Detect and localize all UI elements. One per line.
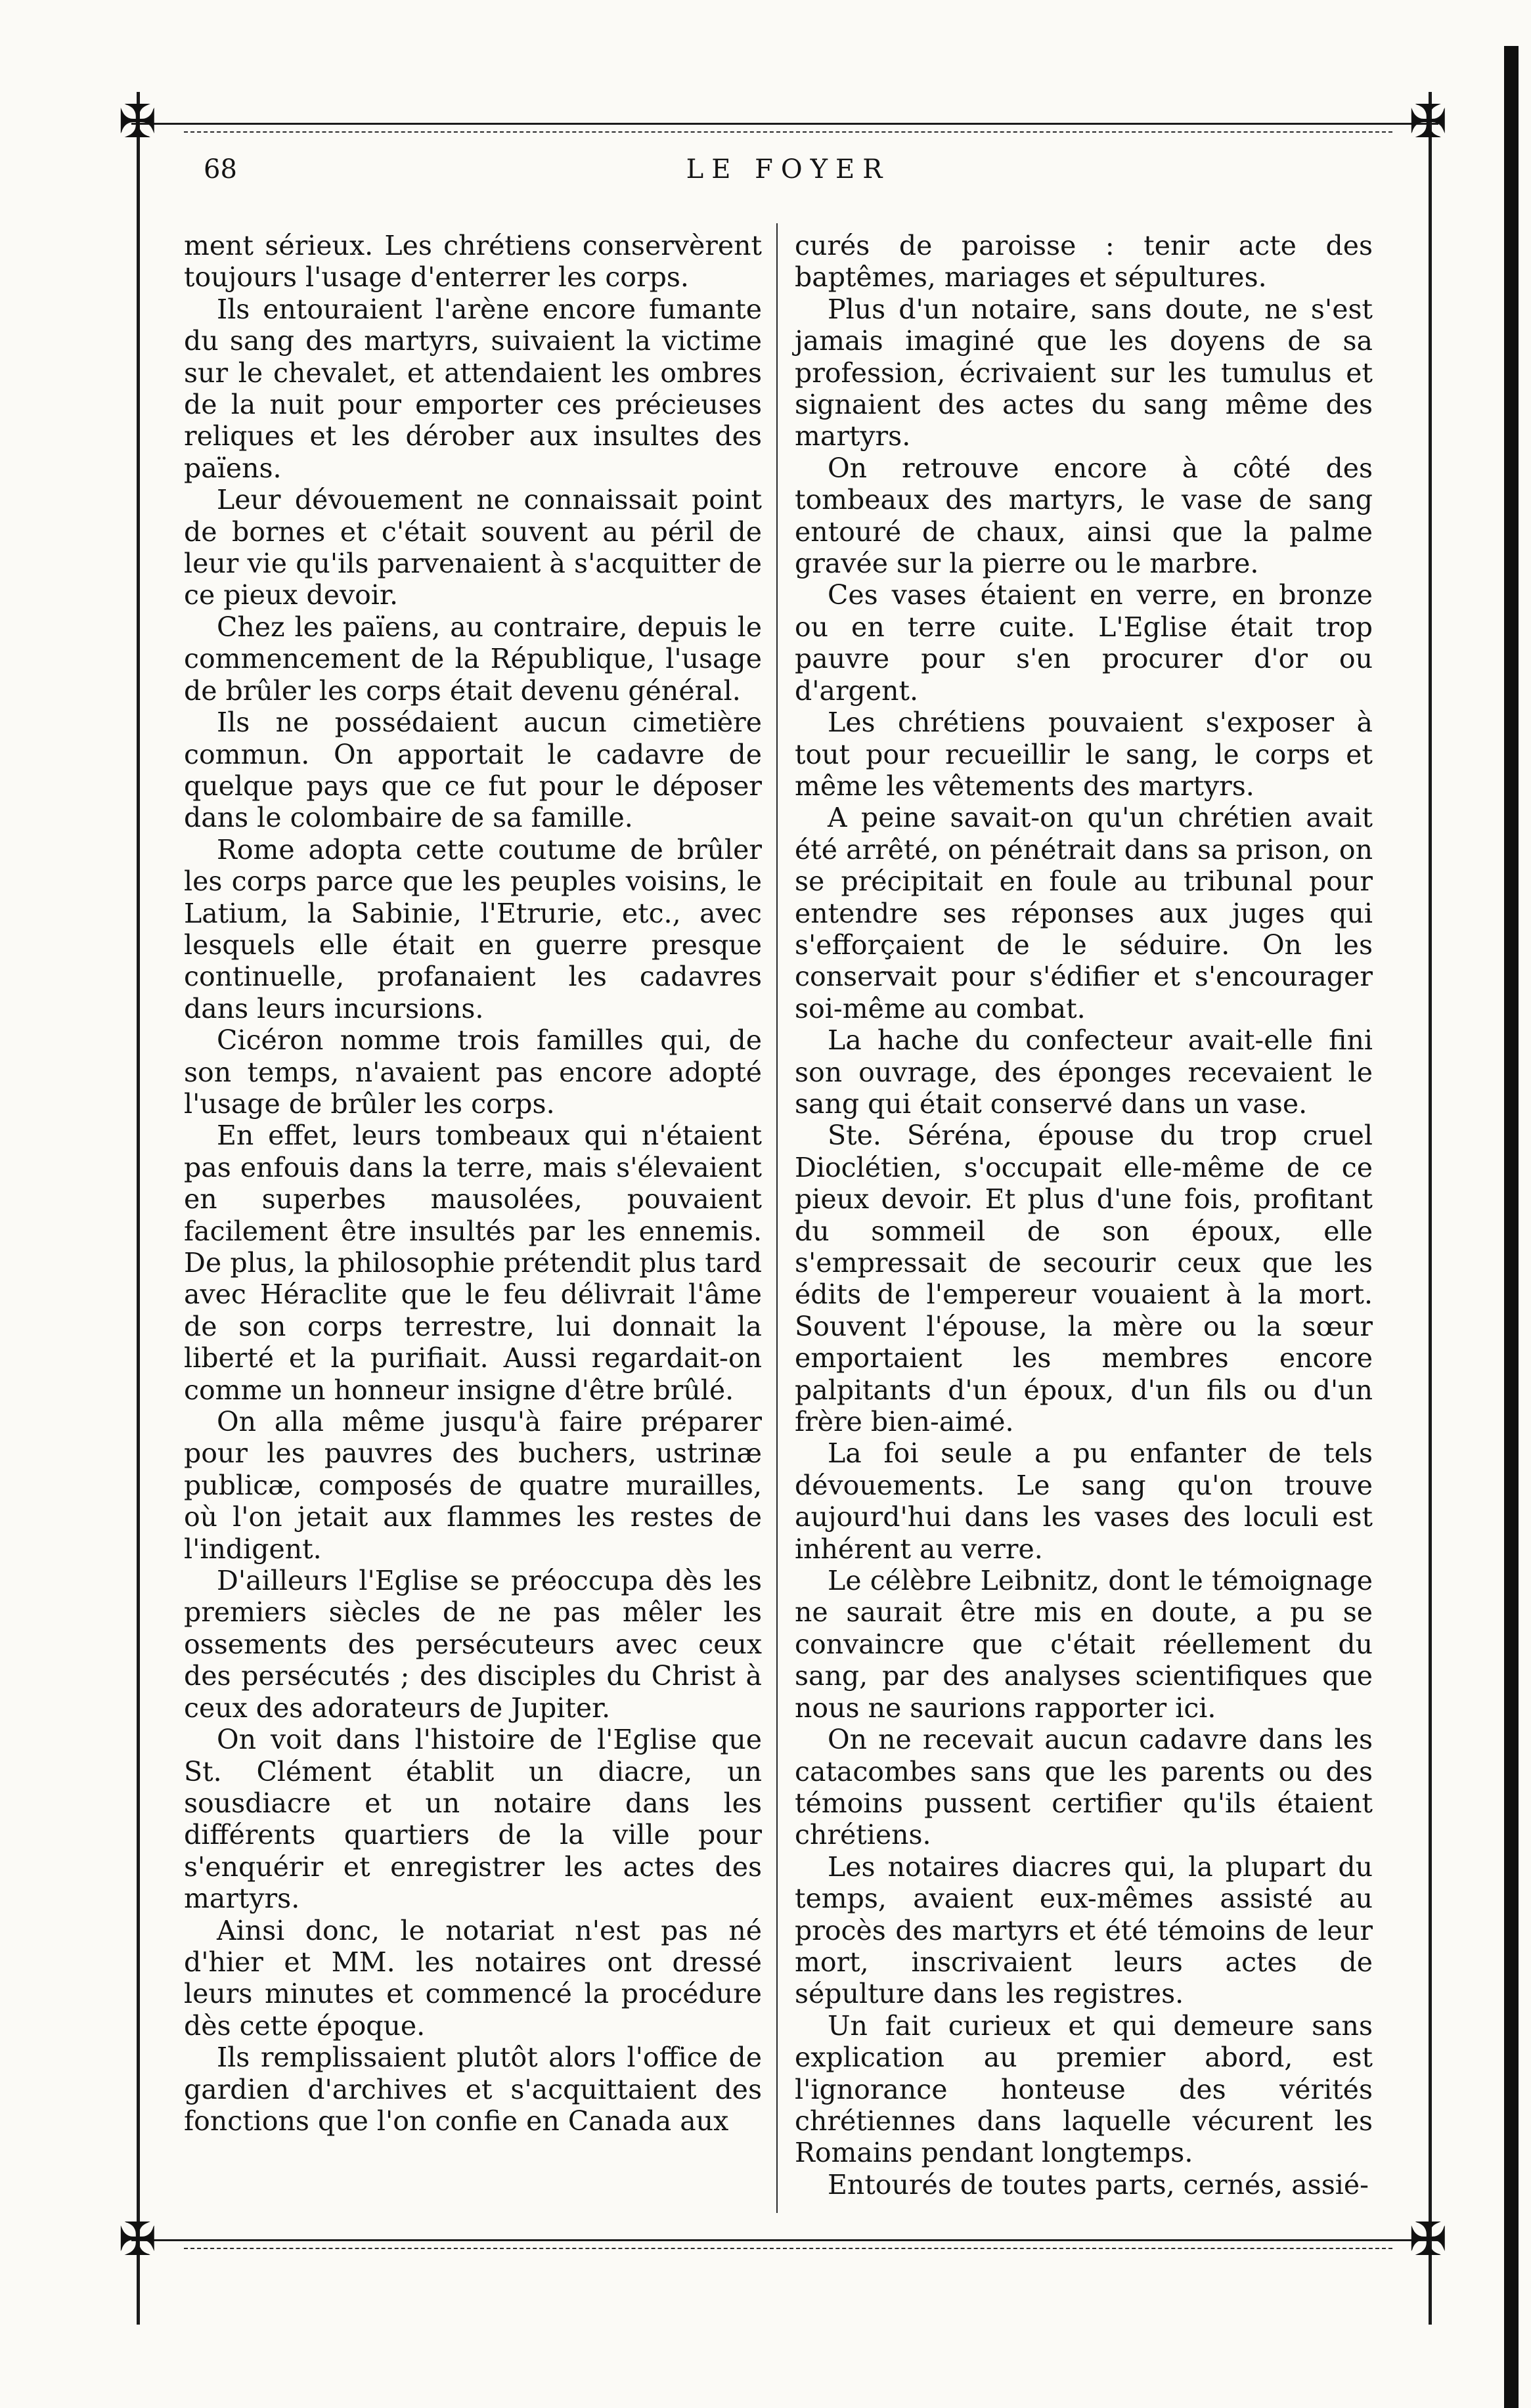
top-border-rule (131, 123, 1438, 125)
corner-ornament-icon: ✠ (1409, 95, 1448, 148)
scan-edge-shadow (1504, 46, 1519, 2408)
paragraph: Les chrétiens pouvaient s'exposer à tout pour recueillir le sang, le corps et même les vêtements des martyrs. (795, 707, 1373, 802)
paragraph: Chez les païens, au contraire, depuis le commencement de la République, l'usage de brûler les corps était devenu général. (184, 611, 762, 707)
paragraph: La foi seule a pu enfanter de tels dévouements. Le sang qu'on trouve aujourd'hui dans les vases des loculi est inhérent au verre. (795, 1437, 1373, 1565)
paragraph: Ces vases étaient en verre, en bronze ou en terre cuite. L'Eglise était trop pauvre pour s'en procurer d'or ou d'argent. (795, 579, 1373, 707)
page-header (171, 154, 1406, 200)
paragraph: En effet, leurs tombeaux qui n'étaient pas enfouis dans la terre, mais s'élevaient en superbes mausolées, pouvaient facilement être insultés par les ennemis. De plus, la philosophie prétendit plus tard avec Héraclite que le feu délivrait l'âme de son corps terrestre, lui donnait la liberté et la purifiait. Aussi regardait-on comme un honneur insigne d'être brûlé. (184, 1120, 762, 1406)
paragraph: Rome adopta cette coutume de brûler les corps parce que les peuples voisins, le Latium, la Sabinie, l'Etrurie, etc., avec lesquels elle était en guerre presque continuelle, profanaient les cadavres dans leurs incursions. (184, 833, 762, 1024)
paragraph: Ils remplissaient plutôt alors l'office de gardien d'archives et s'acquittaient des fonctions que l'on confie en Canada aux (184, 2042, 762, 2137)
left-border-rule (137, 92, 140, 2325)
paragraph: Ils entouraient l'arène encore fumante du sang des martyrs, suivaient la victime sur le chevalet, et attendaient les ombres de la nuit pour emporter ces précieuses reliques et les dérober aux insultes des païens. (184, 293, 762, 484)
left-text-column (184, 230, 762, 2137)
paragraph: Entourés de toutes parts, cernés, assié- (828, 2168, 1369, 2200)
paragraph: Ste. Séréna, épouse du trop cruel Dioclétien, s'occupait elle-même de ce pieux devoir. Et plus d'une fois, profitant du sommeil de son époux, elle s'empressait de secourir ceux que les édits de l'empereur vouaient à la mort. Souvent l'épouse, la mère ou la sœur emportaient les membres encore palpitants d'un époux, d'un fils ou d'un frère bien-aimé. (795, 1120, 1373, 1438)
paragraph: Ils ne possédaient aucun cimetière commun. On apportait le cadavre de quelque pays que ce fut pour le déposer dans le colombaire de sa famille. (184, 707, 762, 834)
right-border-rule (1429, 92, 1432, 2325)
paragraph: Leur dévouement ne connaissait point de bornes et c'était souvent au péril de leur vie qu'ils parvenaient à s'acquitter de ce pieux devoir. (184, 484, 762, 611)
paragraph: On voit dans l'histoire de l'Eglise que St. Clément établit un diacre, un sousdiacre et un notaire dans les différents quartiers de la ville pour s'enquérir et enregistrer les actes des martyrs. (184, 1724, 762, 1915)
paragraph: Les notaires diacres qui, la plupart du temps, avaient eux-mêmes assisté au procès des martyrs et été témoins de leur mort, inscrivaient leurs actes de sépulture dans les registres. (795, 1850, 1373, 2010)
paragraph: ment sérieux. Les chrétiens conservèrent toujours l'usage d'enterrer les corps. (184, 230, 762, 294)
paragraph: curés de paroisse : tenir acte des baptêmes, mariages et sépultures. (795, 230, 1373, 294)
paragraph: Un fait curieux et qui demeure sans explication au premier abord, est l'ignorance honteuse des vérités chrétiennes dans laquelle vécurent les Romains pendant longtemps. (795, 2009, 1373, 2169)
corner-ornament-icon: ✠ (118, 95, 157, 148)
column-divider (776, 223, 778, 2213)
page-number: 68 (204, 154, 237, 185)
paragraph: A peine savait-on qu'un chrétien avait été arrêté, on pénétrait dans sa prison, on se précipitait en foule au tribunal pour entendre ses réponses aux juges qui s'efforçaient de le séduire. On les conservait pour s'édifier et s'encourager soi-même au combat. (795, 802, 1373, 1024)
bottom-border-dotted-rule (184, 2248, 1392, 2249)
paragraph: Cicéron nomme trois familles qui, de son temps, n'avaient pas encore adopté l'usage de brûler les corps. (184, 1024, 762, 1120)
paragraph: Le célèbre Leibnitz, dont le témoignage ne saurait être mis en doute, a pu se convaincre que c'était réellement du sang, par des analyses scientifiques que nous ne saurions rapporter ici. (795, 1565, 1373, 1724)
paragraph: On alla même jusqu'à faire préparer pour les pauvres des buchers, ustrinæ publicæ, composés de quatre murailles, où l'on jetait aux flammes les restes de l'indigent. (184, 1406, 762, 1565)
corner-ornament-icon: ✠ (1409, 2212, 1448, 2266)
bottom-border-rule (131, 2239, 1438, 2241)
paragraph: D'ailleurs l'Eglise se préoccupa dès les premiers siècles de ne pas mêler les ossements des persécuteurs avec ceux des persécutés ; des disciples du Christ à ceux des adorateurs de Jupiter. (184, 1565, 762, 1724)
top-border-dotted-rule (184, 131, 1392, 133)
paragraph: On ne recevait aucun cadavre dans les catacombes sans que les parents ou des témoins pussent certifier qu'ils étaient chrétiens. (795, 1724, 1373, 1851)
paragraph: On retrouve encore à côté des tombeaux des martyrs, le vase de sang entouré de chaux, ainsi que la palme gravée sur la pierre ou le marbre. (795, 452, 1373, 580)
paragraph: La hache du confecteur avait-elle fini son ouvrage, des éponges recevaient le sang qui était conservé dans un vase. (795, 1024, 1373, 1120)
running-title: LE FOYER (686, 154, 891, 185)
paragraph: Plus d'un notaire, sans doute, ne s'est jamais imaginé que les doyens de sa profession, écrivaient sur les tumulus et signaient des actes du sang même des martyrs. (795, 293, 1373, 452)
paragraph: Ainsi donc, le notariat n'est pas né d'hier et MM. les notaires ont dressé leurs minutes et commencé la procédure dès cette époque. (184, 1914, 762, 2042)
right-text-column (795, 230, 1373, 2200)
corner-ornament-icon: ✠ (118, 2212, 157, 2266)
